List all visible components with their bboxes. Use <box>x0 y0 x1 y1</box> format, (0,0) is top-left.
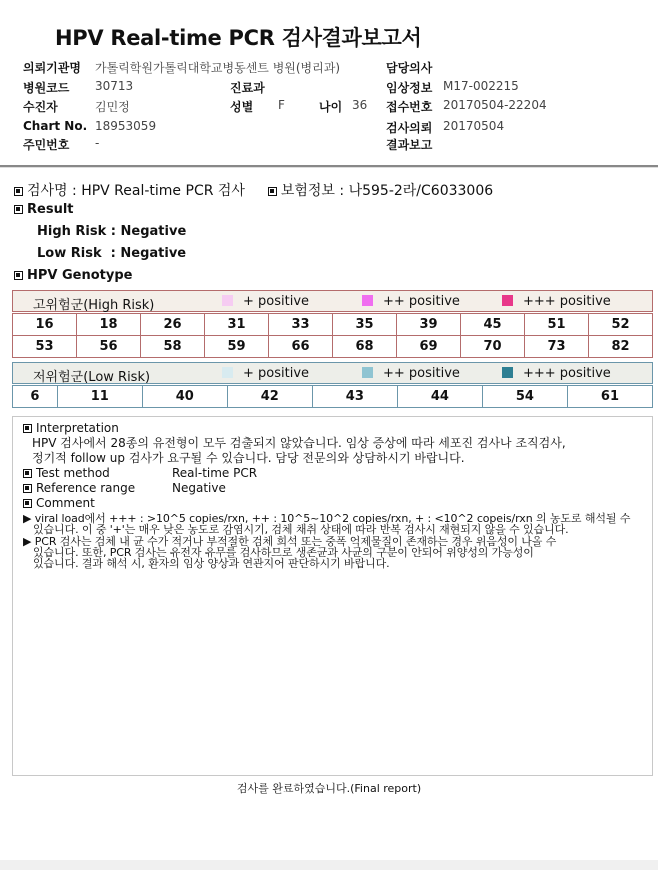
test-method-value: Real-time PCR <box>172 466 258 480</box>
receipt-label: 접수번호 <box>386 100 433 114</box>
report-title: HPV Real-time PCR 검사결과보고서 <box>55 26 422 50</box>
header-divider-shadow <box>0 167 658 168</box>
genotype-cell: 54 <box>482 386 567 408</box>
bottom-strip <box>0 860 658 870</box>
swatch-icon <box>222 295 233 306</box>
test-method-label: Test method <box>36 466 110 480</box>
ssn-value: - <box>95 136 100 150</box>
exam-name: 검사명 : HPV Real-time PCR 검사 <box>27 183 245 199</box>
institution-label: 의뢰기관명 <box>23 61 81 75</box>
clinical-value: M17-002215 <box>443 79 519 93</box>
receipt-value: 20170504-22204 <box>443 98 547 112</box>
legend-plus <box>222 294 309 309</box>
genotype-cell: 31 <box>205 314 269 336</box>
genotype-cell: 35 <box>333 314 397 336</box>
ssn-label: 주민번호 <box>23 138 70 152</box>
interpretation-line-2: 정기적 follow up 검사가 요구될 수 있습니다. 담당 전문의와 상담하시기 바랍니다. <box>32 451 465 465</box>
genotype-cell: 52 <box>589 314 653 336</box>
genotype-cell: 18 <box>77 314 141 336</box>
final-report-footer: 검사를 완료하였습니다.(Final report) <box>236 782 422 795</box>
square-bullet-icon <box>23 424 32 433</box>
high-risk-header <box>12 290 653 312</box>
test-method-line <box>23 466 110 480</box>
legend-plusplusplus <box>502 294 611 309</box>
legend-plusplusplus-low-label: +++ positive <box>523 366 611 381</box>
low-risk-result: Low Risk : Negative <box>37 246 187 261</box>
comment-2-line-3: 있습니다. 결과 해석 시, 환자의 임상 양상과 연관지어 판단하시기 바랍니다. <box>33 557 390 570</box>
square-bullet-icon <box>14 271 23 280</box>
comment-2-line-2: 있습니다. 또한, PCR 검사는 유전자 유무를 검사하므로 생존균과 사균의 구분이 안되어 위양성의 가능성이 <box>33 546 534 559</box>
genotype-cell: 56 <box>77 336 141 358</box>
sex-label: 성별 <box>230 100 254 114</box>
request-value: 20170504 <box>443 119 505 133</box>
genotype-cell: 11 <box>57 386 142 408</box>
comment-line <box>23 496 95 510</box>
high-risk-row <box>13 314 653 336</box>
low-risk-row <box>13 386 653 408</box>
interpretation-heading-line <box>23 421 119 435</box>
genotype-cell: 70 <box>461 336 525 358</box>
reference-range-line <box>23 481 135 495</box>
legend-plus-low <box>222 366 309 381</box>
reference-range-value: Negative <box>172 481 226 495</box>
comment-2-line-1: ▶ PCR 검사는 검체 내 균 수가 적거나 부적절한 검체 희석 또는 중폭 억제물질이 존재하는 경우 위음성이 나올 수 <box>23 535 557 548</box>
legend-plusplus-label: ++ positive <box>383 294 460 309</box>
genotype-cell: 40 <box>142 386 227 408</box>
high-risk-result: High Risk : Negative <box>37 224 187 239</box>
legend-plusplusplus-low <box>502 366 611 381</box>
legend-plusplus-low <box>362 366 460 381</box>
legend-plus-label: + positive <box>243 294 310 309</box>
patient-value: 김민정 <box>95 100 130 114</box>
request-label: 검사의뢰 <box>386 121 433 135</box>
interpretation-heading: Interpretation <box>36 421 119 435</box>
genotype-cell: 61 <box>567 386 652 408</box>
result-heading-line <box>14 202 74 217</box>
swatch-icon <box>502 367 513 378</box>
genotype-cell: 44 <box>397 386 482 408</box>
clinical-label: 임상정보 <box>386 81 433 95</box>
swatch-icon <box>502 295 513 306</box>
reference-range-label: Reference range <box>36 481 136 495</box>
dept-label: 진료과 <box>230 81 265 95</box>
genotype-cell: 69 <box>397 336 461 358</box>
swatch-icon <box>362 295 373 306</box>
genotype-cell: 26 <box>141 314 205 336</box>
high-risk-label: 고위험군(High Risk) <box>33 298 155 313</box>
interpretation-line-1: HPV 검사에서 28종의 유전형이 모두 검출되지 않았습니다. 임상 증상에 따라 세포진 검사나 조직검사, <box>32 436 566 450</box>
insurance-info: 보험정보 : 나595-2라/C6033006 <box>280 183 494 199</box>
patient-label: 수진자 <box>23 100 58 114</box>
age-value: 36 <box>352 98 368 112</box>
comment-label: Comment <box>36 496 95 510</box>
square-bullet-icon <box>23 469 32 478</box>
chart-label: Chart No. <box>23 119 88 133</box>
genotype-cell: 16 <box>13 314 77 336</box>
genotype-cell: 58 <box>141 336 205 358</box>
genotype-cell: 51 <box>525 314 589 336</box>
genotype-cell: 82 <box>589 336 653 358</box>
square-bullet-icon <box>23 484 32 493</box>
comment-1-line-1: ▶ viral load에서 +++ : >10^5 copies/rxn, ++ : 10^5~10^2 copies/rxn, + : <10^2 copeis/rxn 의 농도로 해석될 수 <box>23 512 631 525</box>
genotype-cell: 6 <box>13 386 58 408</box>
sex-value: F <box>278 98 285 112</box>
low-risk-table <box>12 385 653 408</box>
hospital-code-value: 30713 <box>95 79 134 93</box>
square-bullet-icon <box>23 499 32 508</box>
swatch-icon <box>362 367 373 378</box>
exam-line <box>14 180 493 200</box>
legend-plus-low-label: + positive <box>243 366 310 381</box>
genotype-cell: 66 <box>269 336 333 358</box>
institution-value: 가톨릭학원가톨릭대학교병동센트 병원(병리과) <box>95 61 341 75</box>
low-risk-label: 저위험군(Low Risk) <box>33 370 151 385</box>
legend-plusplusplus-label: +++ positive <box>523 294 611 309</box>
genotype-cell: 45 <box>461 314 525 336</box>
legend-plusplus-low-label: ++ positive <box>383 366 460 381</box>
genotype-cell: 53 <box>13 336 77 358</box>
square-bullet-icon <box>14 187 23 196</box>
square-bullet-icon <box>268 187 277 196</box>
genotype-cell: 73 <box>525 336 589 358</box>
square-bullet-icon <box>14 205 23 214</box>
genotype-cell: 42 <box>227 386 312 408</box>
genotype-cell: 43 <box>312 386 397 408</box>
genotype-cell: 33 <box>269 314 333 336</box>
doctor-label: 담당의사 <box>386 61 433 75</box>
high-risk-table <box>12 313 653 358</box>
genotype-cell: 59 <box>205 336 269 358</box>
result-heading: Result <box>27 202 74 217</box>
interpretation-box <box>12 416 653 776</box>
report-label: 결과보고 <box>386 138 433 152</box>
genotype-heading-line <box>14 268 132 283</box>
hospital-code-label: 병원코드 <box>23 81 70 95</box>
low-risk-header <box>12 362 653 384</box>
chart-value: 18953059 <box>95 119 157 133</box>
genotype-heading: HPV Genotype <box>27 268 133 283</box>
comment-1-line-2: 있습니다. 이 중 '+'는 매우 낮은 농도로 감염시기, 검체 채취 상태에 따라 반복 검사시 재현되지 않을 수 있습니다. <box>33 523 569 536</box>
swatch-icon <box>222 367 233 378</box>
genotype-cell: 68 <box>333 336 397 358</box>
high-risk-row <box>13 336 653 358</box>
genotype-cell: 39 <box>397 314 461 336</box>
age-label: 나이 <box>319 100 343 114</box>
legend-plusplus <box>362 294 460 309</box>
